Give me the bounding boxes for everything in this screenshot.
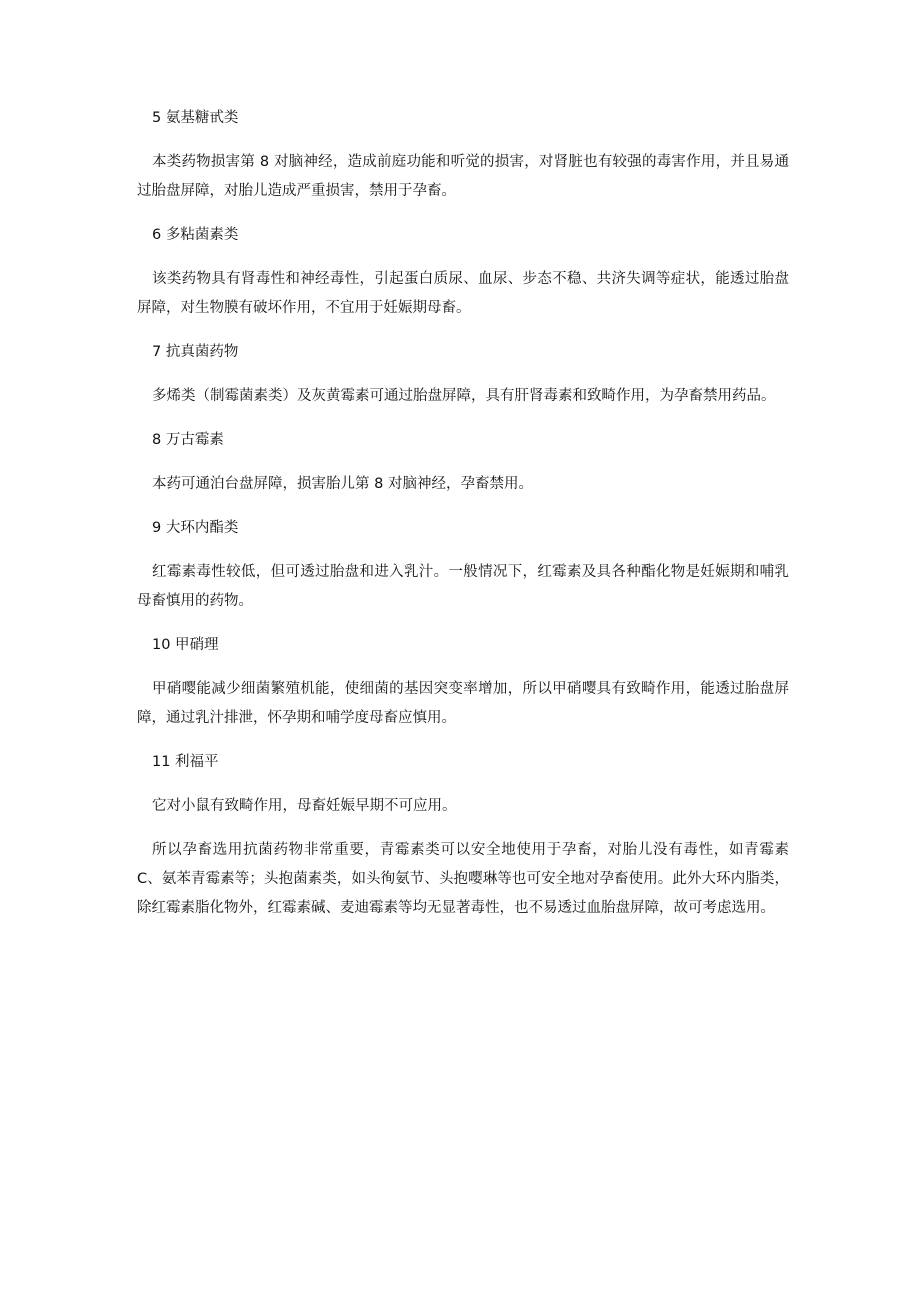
section-heading: 10 甲硝理 [152, 637, 219, 653]
section-rifampicin [137, 748, 789, 821]
section-heading: 5 氨基糖甙类 [152, 110, 239, 126]
section-heading: 9 大环内酯类 [152, 520, 239, 536]
section-body: 甲硝嘤能减少细菌繁殖机能，使细菌的基因突变率增加，所以甲硝嘤具有致畸作用，能透过胎盘屏障，通过乳汁排泄，怀孕期和哺学度母畜应慎用。 [137, 681, 789, 726]
section-polymyxins [137, 221, 789, 323]
section-body: 本类药物损害第 8 对脑神经，造成前庭功能和听觉的损害，对肾脏也有较强的毒害作用，并且易通过胎盘屏障，对胎儿造成严重损害，禁用于孕畜。 [137, 154, 789, 199]
section-heading: 8 万古霉素 [152, 432, 224, 448]
section-aminoglycosides [137, 104, 789, 206]
section-body: 红霉素毒性较低，但可透过胎盘和进入乳汁。一般情况下，红霉素及具各种酯化物是妊娠期和哺乳母畜慎用的药物。 [137, 564, 789, 609]
section-heading: 11 利福平 [152, 754, 219, 770]
section-macrolides [137, 514, 789, 616]
conclusion-paragraph: 所以孕畜选用抗菌药物非常重要，青霉素类可以安全地使用于孕畜，对胎儿没有毒性，如青霉素 C、氨苯青霉素等；头抱菌素类，如头徇氨节、头抱嘤琳等也可安全地对孕畜使用。此外大环内脂类，除红霉素脂化物外，红霉素碱、麦迪霉素等均无显著毒性，也不易透过血胎盘屏障，故可考虑选用。 [137, 842, 789, 916]
section-vancomycin [137, 426, 789, 499]
section-body: 本药可通泊台盘屏障，损害胎儿第 8 对脑神经，孕畜禁用。 [152, 476, 533, 492]
section-body: 多烯类（制霉菌素类）及灰黄霉素可通过胎盘屏障，具有肝肾毒素和致畸作用，为孕畜禁用药品。 [152, 388, 776, 404]
section-body: 该类药物具有肾毒性和神经毒性，引起蛋白质尿、血尿、步态不稳、共济失调等症状，能透过胎盘屏障，对生物膜有破坏作用，不宜用于妊娠期母畜。 [137, 271, 789, 316]
section-heading: 6 多粘菌素类 [152, 227, 239, 243]
section-antifungals [137, 338, 789, 411]
section-body: 它对小鼠有致畸作用，母畜妊娠早期不可应用。 [152, 798, 457, 814]
section-heading: 7 抗真菌药物 [152, 344, 239, 360]
document-page [137, 104, 789, 923]
section-metronidazole [137, 631, 789, 733]
